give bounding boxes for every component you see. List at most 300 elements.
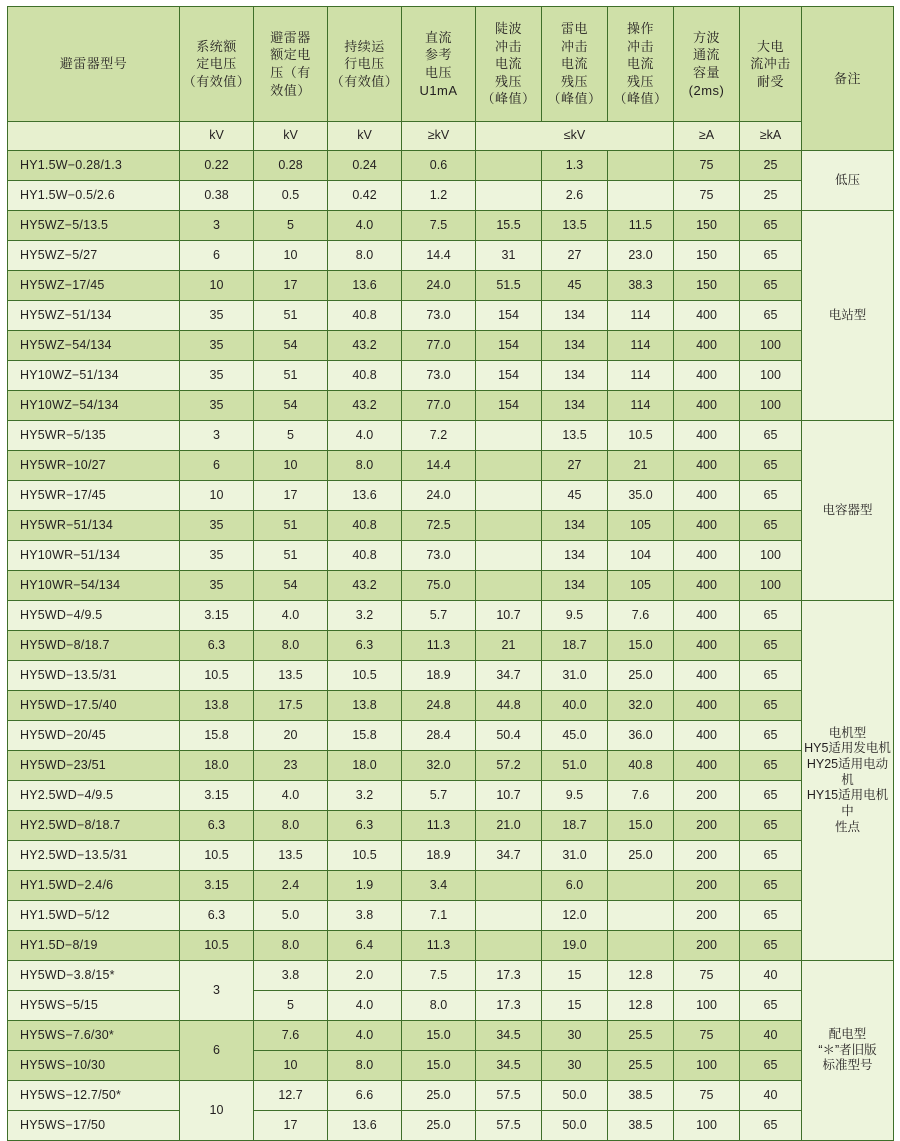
cell-value: 40.8 (328, 511, 402, 541)
cell-value: 65 (740, 241, 802, 271)
column-header-text: 大电 流冲击 耐受 (750, 38, 791, 89)
cell-value (608, 151, 674, 181)
cell-model: HY2.5WD−8/18.7 (8, 811, 180, 841)
cell-value: 21 (476, 631, 542, 661)
cell-value: 75 (674, 151, 740, 181)
note-cell: 电站型 (802, 211, 894, 421)
cell-value (608, 871, 674, 901)
cell-value: 400 (674, 391, 740, 421)
cell-model: HY5WZ−17/45 (8, 271, 180, 301)
cell-value: 10.7 (476, 601, 542, 631)
cell-value: 150 (674, 271, 740, 301)
cell-value: 17 (254, 1111, 328, 1141)
cell-value: 5 (254, 421, 328, 451)
table-row (8, 901, 894, 931)
cell-value: 3 (180, 211, 254, 241)
cell-value: 35.0 (608, 481, 674, 511)
cell-value: 36.0 (608, 721, 674, 751)
cell-model: HY5WS−5/15 (8, 991, 180, 1021)
cell-value: 13.5 (254, 661, 328, 691)
cell-model: HY5WD−13.5/31 (8, 661, 180, 691)
cell-value: 400 (674, 631, 740, 661)
column-header-3 (328, 7, 402, 122)
cell-model: HY5WD−4/9.5 (8, 601, 180, 631)
cell-value: 10 (180, 271, 254, 301)
cell-value: 35 (180, 541, 254, 571)
column-header-text: 方波 通流 容量 (2ms) (688, 29, 725, 98)
cell-value: 35 (180, 511, 254, 541)
cell-value: 100 (674, 991, 740, 1021)
cell-value: 65 (740, 631, 802, 661)
cell-value: 65 (740, 481, 802, 511)
cell-system-voltage: 6 (180, 1021, 254, 1081)
column-header-text: 直流 参考 电压 U1mA (419, 29, 458, 98)
cell-model: HY5WS−7.6/30* (8, 1021, 180, 1051)
column-header-10 (802, 7, 894, 151)
cell-value: 65 (740, 691, 802, 721)
cell-system-voltage: 10 (180, 1081, 254, 1141)
cell-value: 30 (542, 1021, 608, 1051)
spec-sheet (0, 6, 900, 1132)
cell-value: 6.4 (328, 931, 402, 961)
cell-model: HY5WZ−5/27 (8, 241, 180, 271)
cell-value: 105 (608, 571, 674, 601)
cell-value: 200 (674, 871, 740, 901)
cell-value: 18.9 (402, 661, 476, 691)
cell-value: 10 (254, 241, 328, 271)
cell-value: 5 (254, 991, 328, 1021)
column-header-text: 系统额 定电压 （有效值） (182, 38, 251, 89)
column-header-1 (180, 7, 254, 122)
cell-model: HY5WZ−5/13.5 (8, 211, 180, 241)
cell-value (476, 181, 542, 211)
cell-value: 51.5 (476, 271, 542, 301)
cell-value: 2.6 (542, 181, 608, 211)
cell-value: 400 (674, 661, 740, 691)
cell-value: 100 (740, 361, 802, 391)
cell-value: 54 (254, 331, 328, 361)
cell-value: 1.2 (402, 181, 476, 211)
cell-value: 40.8 (328, 301, 402, 331)
cell-value: 15.0 (402, 1051, 476, 1081)
cell-value: 0.22 (180, 151, 254, 181)
cell-value: 65 (740, 301, 802, 331)
cell-value: 400 (674, 751, 740, 781)
cell-value: 6.6 (328, 1081, 402, 1111)
cell-value: 154 (476, 331, 542, 361)
cell-value: 7.6 (608, 781, 674, 811)
cell-value: 2.0 (328, 961, 402, 991)
cell-value: 65 (740, 511, 802, 541)
cell-model: HY5WZ−54/134 (8, 331, 180, 361)
cell-value: 13.6 (328, 271, 402, 301)
cell-value: 40 (740, 961, 802, 991)
cell-value: 400 (674, 571, 740, 601)
cell-value: 77.0 (402, 391, 476, 421)
cell-value: 11.3 (402, 631, 476, 661)
table-row (8, 811, 894, 841)
cell-value: 400 (674, 541, 740, 571)
cell-value: 75 (674, 961, 740, 991)
cell-system-voltage: 3 (180, 961, 254, 1021)
cell-value (476, 451, 542, 481)
cell-value: 73.0 (402, 361, 476, 391)
table-row (8, 511, 894, 541)
cell-value: 8.0 (254, 931, 328, 961)
cell-value: 65 (740, 211, 802, 241)
cell-value: 38.3 (608, 271, 674, 301)
cell-value: 8.0 (328, 241, 402, 271)
cell-value: 38.5 (608, 1111, 674, 1141)
cell-value: 50.4 (476, 721, 542, 751)
cell-value: 25.0 (402, 1081, 476, 1111)
cell-value: 154 (476, 301, 542, 331)
table-row (8, 241, 894, 271)
cell-value: 65 (740, 751, 802, 781)
unit-cell-8: ≥A (674, 122, 740, 151)
table-row (8, 481, 894, 511)
cell-model: HY5WR−17/45 (8, 481, 180, 511)
cell-value (608, 901, 674, 931)
cell-value: 400 (674, 301, 740, 331)
cell-value: 31.0 (542, 661, 608, 691)
cell-model: HY5WR−10/27 (8, 451, 180, 481)
cell-value: 43.2 (328, 571, 402, 601)
cell-value: 75 (674, 181, 740, 211)
cell-value: 15.8 (328, 721, 402, 751)
cell-value: 1.9 (328, 871, 402, 901)
cell-value: 114 (608, 331, 674, 361)
table-row (8, 541, 894, 571)
cell-value: 3.2 (328, 601, 402, 631)
cell-value: 15 (542, 961, 608, 991)
cell-value: 57.5 (476, 1081, 542, 1111)
cell-value: 45 (542, 481, 608, 511)
table-row (8, 751, 894, 781)
cell-value: 100 (674, 1111, 740, 1141)
cell-value: 50.0 (542, 1081, 608, 1111)
cell-value: 5.7 (402, 781, 476, 811)
cell-value: 34.7 (476, 661, 542, 691)
cell-value: 15 (542, 991, 608, 1021)
cell-value: 7.1 (402, 901, 476, 931)
cell-value: 25 (740, 181, 802, 211)
cell-model: HY5WD−8/18.7 (8, 631, 180, 661)
column-header-text: 操作 冲击 电流 残压 （峰值） (613, 21, 668, 107)
cell-value: 2.4 (254, 871, 328, 901)
cell-value: 134 (542, 391, 608, 421)
cell-value: 65 (740, 451, 802, 481)
cell-value: 11.3 (402, 811, 476, 841)
cell-value: 13.6 (328, 481, 402, 511)
cell-value: 31.0 (542, 841, 608, 871)
cell-value: 43.2 (328, 331, 402, 361)
unit-cell-4: ≥kV (402, 122, 476, 151)
cell-value: 18.9 (402, 841, 476, 871)
cell-value: 73.0 (402, 301, 476, 331)
table-row (8, 181, 894, 211)
cell-value: 31 (476, 241, 542, 271)
table-row (8, 1111, 894, 1141)
cell-value: 10.5 (608, 421, 674, 451)
cell-value: 65 (740, 871, 802, 901)
cell-value: 25.5 (608, 1051, 674, 1081)
cell-value: 10.5 (180, 661, 254, 691)
cell-value: 21 (608, 451, 674, 481)
cell-value (476, 901, 542, 931)
cell-value: 3.15 (180, 781, 254, 811)
table-row (8, 871, 894, 901)
cell-value: 200 (674, 931, 740, 961)
cell-model: HY5WS−12.7/50* (8, 1081, 180, 1111)
cell-value: 7.6 (608, 601, 674, 631)
cell-value: 40.8 (328, 361, 402, 391)
unit-cell-3: kV (328, 122, 402, 151)
cell-value: 34.5 (476, 1051, 542, 1081)
cell-value: 200 (674, 781, 740, 811)
column-header-text: 持续运 行电压 （有效值） (330, 38, 399, 89)
cell-value: 100 (740, 331, 802, 361)
table-row (8, 211, 894, 241)
cell-value: 43.2 (328, 391, 402, 421)
cell-value: 10 (254, 451, 328, 481)
cell-value: 0.5 (254, 181, 328, 211)
cell-value: 10 (254, 1051, 328, 1081)
cell-value: 35 (180, 301, 254, 331)
cell-value: 5 (254, 211, 328, 241)
unit-cell-2: kV (254, 122, 328, 151)
column-header-9 (740, 7, 802, 122)
cell-value: 28.4 (402, 721, 476, 751)
cell-value: 18.7 (542, 811, 608, 841)
cell-value (476, 871, 542, 901)
cell-value: 6.3 (180, 811, 254, 841)
cell-value: 24.0 (402, 271, 476, 301)
cell-value: 400 (674, 691, 740, 721)
cell-value: 57.2 (476, 751, 542, 781)
cell-value: 150 (674, 241, 740, 271)
column-header-text: 雷电 冲击 电流 残压 （峰值） (547, 21, 602, 107)
cell-value: 13.5 (542, 421, 608, 451)
cell-model: HY10WZ−54/134 (8, 391, 180, 421)
cell-value: 65 (740, 811, 802, 841)
cell-model: HY1.5D−8/19 (8, 931, 180, 961)
cell-model: HY1.5WD−5/12 (8, 901, 180, 931)
cell-value: 12.0 (542, 901, 608, 931)
cell-value: 65 (740, 931, 802, 961)
cell-value: 11.5 (608, 211, 674, 241)
table-row (8, 781, 894, 811)
cell-value: 114 (608, 391, 674, 421)
cell-value: 0.42 (328, 181, 402, 211)
cell-value: 400 (674, 421, 740, 451)
cell-value: 100 (740, 541, 802, 571)
cell-value: 6.3 (180, 631, 254, 661)
cell-value: 15.0 (402, 1021, 476, 1051)
cell-value (476, 931, 542, 961)
table-row (8, 1051, 894, 1081)
cell-value: 25.0 (608, 661, 674, 691)
cell-value: 1.3 (542, 151, 608, 181)
cell-value: 3.8 (254, 961, 328, 991)
cell-value: 114 (608, 301, 674, 331)
cell-value: 154 (476, 361, 542, 391)
cell-value: 44.8 (476, 691, 542, 721)
cell-model: HY5WD−17.5/40 (8, 691, 180, 721)
cell-value: 5.7 (402, 601, 476, 631)
cell-value: 6 (180, 451, 254, 481)
cell-value: 54 (254, 391, 328, 421)
cell-value: 114 (608, 361, 674, 391)
note-cell: 低压 (802, 151, 894, 211)
cell-value: 7.5 (402, 961, 476, 991)
cell-value: 134 (542, 571, 608, 601)
cell-value: 100 (674, 1051, 740, 1081)
cell-value: 40 (740, 1081, 802, 1111)
cell-value: 100 (740, 391, 802, 421)
table-row (8, 331, 894, 361)
cell-value: 200 (674, 901, 740, 931)
cell-value: 6.0 (542, 871, 608, 901)
cell-value: 15.0 (608, 811, 674, 841)
cell-value: 7.6 (254, 1021, 328, 1051)
table-row (8, 631, 894, 661)
cell-value: 34.7 (476, 841, 542, 871)
cell-value: 17.5 (254, 691, 328, 721)
cell-value: 51 (254, 361, 328, 391)
cell-value: 18.0 (328, 751, 402, 781)
cell-model: HY5WS−10/30 (8, 1051, 180, 1081)
table-row (8, 451, 894, 481)
cell-value (608, 181, 674, 211)
cell-value: 3.15 (180, 871, 254, 901)
cell-value: 40.8 (608, 751, 674, 781)
cell-value: 15.0 (608, 631, 674, 661)
cell-value: 13.6 (328, 1111, 402, 1141)
cell-value: 8.0 (254, 811, 328, 841)
column-header-text: 陡波 冲击 电流 残压 （峰值） (481, 21, 536, 107)
cell-model: HY10WZ−51/134 (8, 361, 180, 391)
table-row (8, 571, 894, 601)
cell-value: 72.5 (402, 511, 476, 541)
table-row (8, 151, 894, 181)
unit-cell-5: ≤kV (476, 122, 674, 151)
cell-value: 51 (254, 541, 328, 571)
cell-value: 14.4 (402, 241, 476, 271)
column-header-7 (608, 7, 674, 122)
cell-value: 400 (674, 451, 740, 481)
cell-value: 7.5 (402, 211, 476, 241)
cell-value: 25 (740, 151, 802, 181)
cell-value: 25.0 (402, 1111, 476, 1141)
note-cell: 电容器型 (802, 421, 894, 601)
cell-value: 75 (674, 1081, 740, 1111)
cell-value: 65 (740, 1051, 802, 1081)
cell-value: 27 (542, 451, 608, 481)
cell-value: 400 (674, 331, 740, 361)
table-row (8, 361, 894, 391)
cell-value: 35 (180, 571, 254, 601)
arrester-spec-table (7, 6, 894, 1141)
cell-value (476, 511, 542, 541)
cell-value: 73.0 (402, 541, 476, 571)
cell-value: 65 (740, 781, 802, 811)
cell-value: 8.0 (328, 1051, 402, 1081)
cell-value: 11.3 (402, 931, 476, 961)
cell-value: 24.0 (402, 481, 476, 511)
cell-value: 105 (608, 511, 674, 541)
cell-value: 35 (180, 331, 254, 361)
cell-value: 65 (740, 901, 802, 931)
cell-value: 400 (674, 481, 740, 511)
cell-value (476, 541, 542, 571)
cell-value: 35 (180, 361, 254, 391)
cell-value: 10.5 (328, 661, 402, 691)
cell-model: HY5WZ−51/134 (8, 301, 180, 331)
cell-value: 65 (740, 601, 802, 631)
cell-value (476, 151, 542, 181)
cell-value: 4.0 (328, 211, 402, 241)
column-header-text: 避雷器 额定电 压（有 效值） (270, 29, 311, 98)
cell-value: 134 (542, 361, 608, 391)
table-row (8, 691, 894, 721)
cell-value: 51 (254, 511, 328, 541)
cell-value: 75.0 (402, 571, 476, 601)
cell-value: 400 (674, 601, 740, 631)
cell-value: 6.3 (180, 901, 254, 931)
cell-value: 3.15 (180, 601, 254, 631)
cell-value: 21.0 (476, 811, 542, 841)
cell-value: 134 (542, 331, 608, 361)
cell-value: 30 (542, 1051, 608, 1081)
cell-value: 6.3 (328, 631, 402, 661)
cell-value (608, 931, 674, 961)
cell-value: 40.8 (328, 541, 402, 571)
cell-value: 10.7 (476, 781, 542, 811)
cell-value: 17.3 (476, 991, 542, 1021)
cell-value: 150 (674, 211, 740, 241)
column-header-text: 备注 (833, 70, 861, 86)
cell-value: 4.0 (328, 421, 402, 451)
cell-model: HY5WD−23/51 (8, 751, 180, 781)
cell-value: 9.5 (542, 781, 608, 811)
cell-value: 134 (542, 511, 608, 541)
cell-value: 32.0 (402, 751, 476, 781)
table-header-row (8, 7, 894, 122)
cell-model: HY1.5W−0.28/1.3 (8, 151, 180, 181)
cell-value: 24.8 (402, 691, 476, 721)
table-row (8, 601, 894, 631)
column-header-8 (674, 7, 740, 122)
cell-model: HY2.5WD−4/9.5 (8, 781, 180, 811)
cell-value: 8.0 (402, 991, 476, 1021)
cell-value: 13.5 (254, 841, 328, 871)
cell-value: 0.28 (254, 151, 328, 181)
unit-cell-9: ≥kA (740, 122, 802, 151)
column-header-2 (254, 7, 328, 122)
cell-value: 8.0 (254, 631, 328, 661)
table-row (8, 271, 894, 301)
cell-value: 0.24 (328, 151, 402, 181)
cell-value: 51.0 (542, 751, 608, 781)
cell-value: 8.0 (328, 451, 402, 481)
cell-value: 17 (254, 271, 328, 301)
cell-value: 6.3 (328, 811, 402, 841)
table-row (8, 1081, 894, 1111)
cell-value: 0.6 (402, 151, 476, 181)
cell-value: 77.0 (402, 331, 476, 361)
cell-value: 6 (180, 241, 254, 271)
